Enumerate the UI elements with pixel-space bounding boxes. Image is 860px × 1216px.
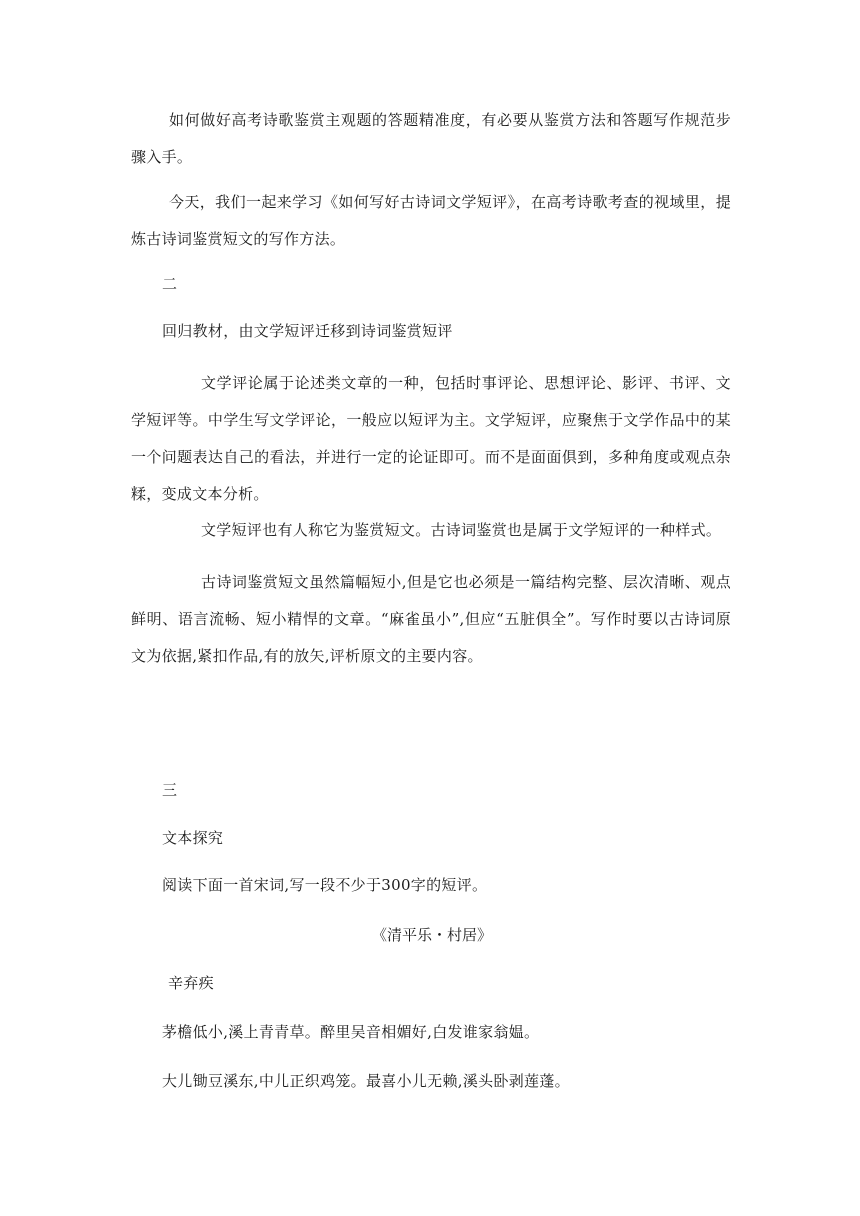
poem-author: 辛弃疾 — [168, 974, 214, 992]
section-heading-two: 回归教材，由文学短评迁移到诗词鉴赏短评 — [162, 322, 453, 340]
paragraph-literary-review: 文学评论属于论述类文章的一种，包括时事评论、思想评论、影评、书评、文学短评等。中学生写文学评论，一般应以短评为主。文学短评，应聚焦于文学作品中的某一个问题表达自己的看法，并进行一定的论证即可。而不是面面俱到，多种角度或观点杂糅，变成文本分析。 — [131, 374, 731, 503]
section-number-two: 二 — [162, 275, 178, 293]
paragraph-task: 阅读下面一首宋词,写一段不少于300字的短评。 — [162, 876, 488, 894]
paragraph-intro: 如何做好高考诗歌鉴赏主观题的答题精准度，有必要从鉴赏方法和答题写作规范步骤入手。 — [131, 111, 731, 166]
poem-line-2: 大儿锄豆溪东,中儿正织鸡笼。最喜小儿无赖,溪头卧剥莲蓬。 — [162, 1072, 570, 1090]
paragraph-today: 今天，我们一起来学习《如何写好古诗词文学短评》，在高考诗歌考查的视域里，提炼古诗词鉴赏短文的写作方法。 — [131, 193, 731, 248]
paragraph-appreciation: 文学短评也有人称它为鉴赏短文。古诗词鉴赏也是属于文学短评的一种样式。 — [201, 521, 722, 539]
poem-line-1: 茅檐低小,溪上青青草。醉里吴音相媚好,白发谁家翁媪。 — [162, 1023, 540, 1041]
paragraph-structure: 古诗词鉴赏短文虽然篇幅短小,但是它也必须是一篇结构完整、层次清晰、观点鲜明、语言流畅、短小精悍的文章。“麻雀虽小”,但应“五脏俱全”。写作时要以古诗词原文为依据,紧扣作品,有的放矢,评析原文的主要内容。 — [131, 573, 731, 665]
poem-title: 《清平乐・村居》 — [371, 926, 492, 944]
section-heading-three: 文本探究 — [162, 829, 224, 847]
section-number-three: 三 — [162, 781, 178, 799]
